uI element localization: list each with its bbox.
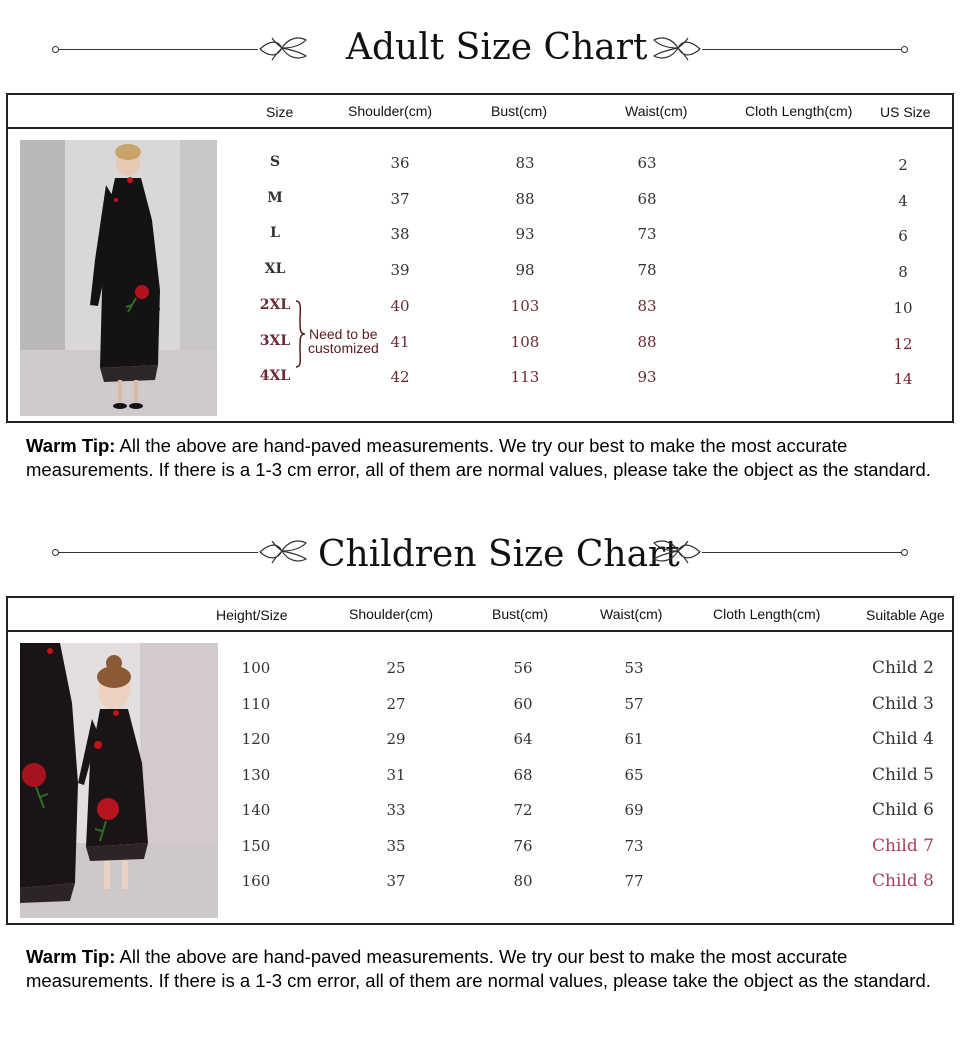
waist-cell: 73 [624,836,644,855]
title-line-left [58,552,258,553]
waist-cell: 63 [637,154,657,172]
height-size-cell: 100 [241,659,271,677]
header-divider [6,127,954,129]
waist-cell: 83 [637,296,657,315]
bust-cell: 113 [510,368,540,387]
bust-cell: 76 [513,836,533,855]
column-header-us-size: US Size [880,104,931,120]
shoulder-cell: 27 [386,694,406,713]
header-divider [6,630,954,632]
column-header-height-size: Height/Size [216,607,288,623]
shoulder-cell: 42 [390,368,410,387]
waist-cell: 69 [624,801,644,819]
us-size-cell: 10 [893,298,913,317]
adult-model-photo [20,140,217,416]
bust-cell: 98 [515,261,535,280]
waist-cell: 73 [637,225,657,244]
shoulder-cell: 25 [386,659,406,677]
size-cell: L [270,225,280,242]
us-size-cell: 4 [898,191,908,210]
bust-cell: 88 [515,189,535,208]
children-chart-title: Children Size Chart [318,534,680,575]
bust-cell: 83 [515,154,535,172]
column-header-waist: Waist(cm) [625,103,688,119]
shoulder-cell: 36 [390,154,410,172]
shoulder-cell: 31 [386,765,406,784]
column-header-shoulder: Shoulder(cm) [348,103,433,119]
suitable-age-cell: Child 2 [872,658,934,678]
warm-tip-text: All the above are hand-paved measurements. We try our best to make the most accurate measurements. If there is a 1-3 cm error, all of them are normal values, please take the object as the standard. [26,946,931,991]
customized-note-line1: Need to be [309,326,378,342]
suitable-age-cell: Child 8 [872,871,934,891]
shoulder-cell: 35 [386,836,406,855]
waist-cell: 61 [624,730,644,748]
bust-cell: 80 [513,872,533,890]
suitable-age-cell: Child 5 [872,764,934,785]
size-cell: 3XL [259,332,291,349]
waist-cell: 65 [624,765,644,784]
flourish-ornament-icon [652,30,702,70]
suitable-age-cell: Child 4 [872,729,934,749]
bracket-icon [294,300,306,368]
title-line-left [58,49,258,50]
size-cell: XL [264,261,286,278]
column-header-cloth-length: Cloth Length(cm) [745,103,853,119]
us-size-cell: 12 [893,334,913,353]
suitable-age-cell: Child 3 [872,693,934,714]
suitable-age-cell: Child 6 [872,800,934,820]
us-size-cell: 6 [898,227,908,246]
mother-daughter-photo [20,643,218,918]
title-line-right [702,49,902,50]
bust-cell: 60 [513,694,533,713]
height-size-cell: 140 [241,801,271,819]
column-header-waist: Waist(cm) [600,606,663,622]
children-warm-tip [26,945,946,993]
height-size-cell: 160 [241,872,271,890]
bust-cell: 68 [513,765,533,784]
warm-tip-label: Warm Tip: [26,946,116,967]
waist-cell: 68 [637,189,657,208]
height-size-cell: 150 [241,836,271,855]
shoulder-cell: 39 [390,261,410,280]
waist-cell: 53 [624,659,644,677]
bust-cell: 108 [510,332,540,351]
customized-note-line2: customized [308,340,379,356]
flourish-ornament-icon [652,533,702,573]
waist-cell: 77 [624,872,644,890]
waist-cell: 57 [624,694,644,713]
size-cell: M [267,189,283,206]
shoulder-cell: 38 [390,225,410,244]
title-line-dot-right [901,549,908,556]
shoulder-cell: 37 [386,872,406,890]
column-header-cloth-length: Cloth Length(cm) [713,606,821,622]
shoulder-cell: 33 [386,801,406,819]
flourish-ornament-icon [258,30,308,70]
waist-cell: 93 [637,368,657,387]
suitable-age-cell: Child 7 [872,835,934,856]
shoulder-cell: 40 [390,296,410,315]
bust-cell: 56 [513,659,533,677]
column-header-shoulder: Shoulder(cm) [349,606,434,622]
size-cell: 4XL [259,368,291,385]
shoulder-cell: 37 [390,189,410,208]
height-size-cell: 110 [241,694,271,713]
flourish-ornament-icon [258,533,308,573]
adult-chart-title: Adult Size Chart [346,27,648,68]
bust-cell: 72 [513,801,533,819]
column-header-bust: Bust(cm) [491,103,547,119]
title-line-right [702,552,902,553]
waist-cell: 88 [637,332,657,351]
height-size-cell: 120 [241,730,271,748]
bust-cell: 103 [510,296,540,315]
height-size-cell: 130 [241,765,271,784]
warm-tip-text: All the above are hand-paved measurements. We try our best to make the most accurate measurements. If there is a 1-3 cm error, all of them are normal values, please take the object as the standard. [26,435,931,480]
us-size-cell: 14 [893,370,913,389]
shoulder-cell: 41 [390,332,410,351]
us-size-cell: 8 [898,263,908,282]
size-cell: S [269,154,281,170]
title-line-dot-right [901,46,908,53]
size-cell: 2XL [259,296,291,313]
adult-warm-tip [26,434,946,482]
waist-cell: 78 [637,261,657,280]
column-header-size: Size [266,104,294,120]
column-header-bust: Bust(cm) [492,606,548,622]
bust-cell: 93 [515,225,535,244]
shoulder-cell: 29 [386,730,406,748]
column-header-suitable-age: Suitable Age [866,607,945,623]
warm-tip-label: Warm Tip: [26,435,116,456]
bust-cell: 64 [513,730,533,748]
us-size-cell: 2 [898,156,908,174]
